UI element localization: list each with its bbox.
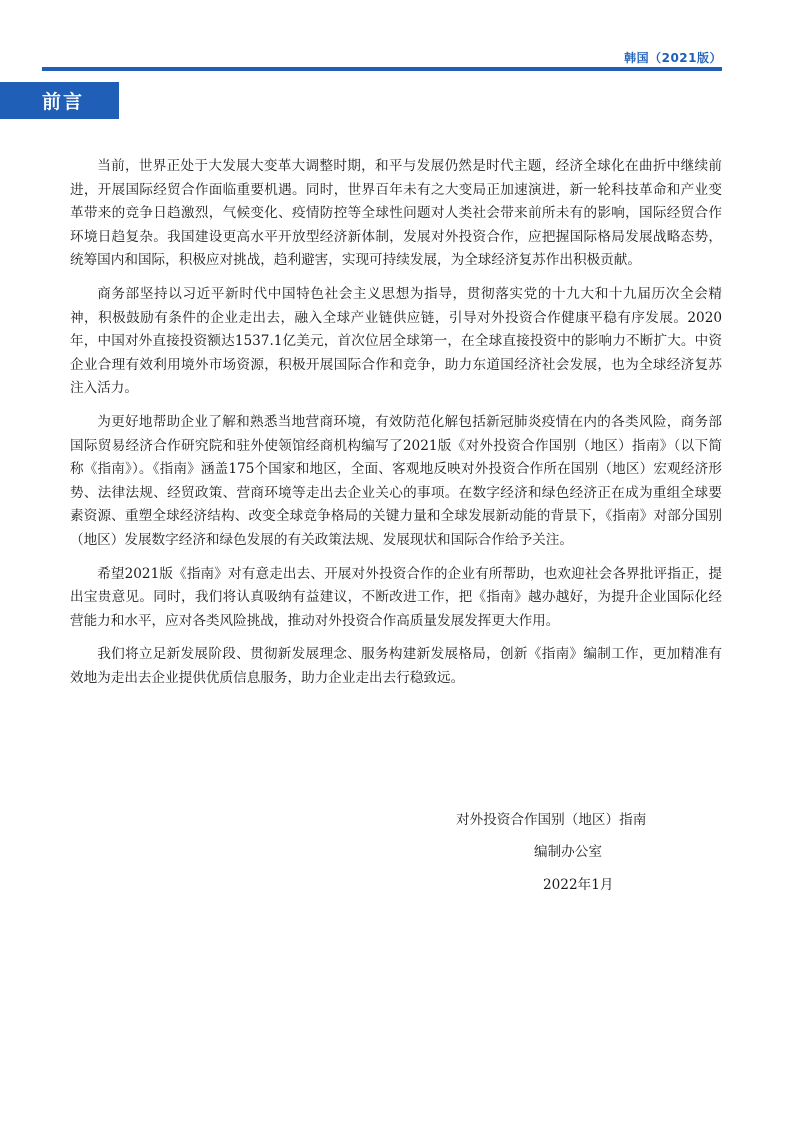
paragraph: 商务部坚持以习近平新时代中国特色社会主义思想为指导，贯彻落实党的十九大和十九届历次全会精神，积极鼓励有条件的企业走出去，融入全球产业链供应链，引导对外投资合作健康平稳有序发展。2020年，中国对外直接投资额达1537.1亿美元，首次位居全球第一，在全球直接投资中的影响力不断扩大。中资企业合理有效利用境外市场资源，积极开展国际合作和竞争，助力东道国经济社会发展，也为全球经济复苏注入活力。: [70, 285, 722, 397]
preface-body: [70, 155, 722, 700]
paragraph: 为更好地帮助企业了解和熟悉当地营商环境，有效防范化解包括新冠肺炎疫情在内的各类风险，商务部国际贸易经济合作研究院和驻外使领馆经商机构编写了2021版《对外投资合作国别（地区）指南》（以下简称《指南》）。《指南》涵盖175个国家和地区，全面、客观地反映对外投资合作所在国别（地区）宏观经济形势、法律法规、经贸政策、营商环境等走出去企业关心的事项。在数字经济和绿色经济正在成为重组全球要素资源、重塑全球经济结构、改变全球竞争格局的关键力量和全球发展新动能的背景下，《指南》对部分国别（地区）发展数字经济和绿色发展的有关政策法规、发展现状和国际合作给予关注。: [70, 413, 722, 548]
signature-organization: 对外投资合作国别（地区）指南: [456, 812, 647, 828]
header-divider: [42, 67, 722, 71]
signature-office: 编制办公室: [534, 844, 602, 860]
header-edition-label: 韩国（2021版）: [624, 51, 722, 65]
section-title: 前言: [42, 91, 85, 113]
section-title-banner: [0, 82, 119, 119]
paragraph: 希望2021版《指南》对有意走出去、开展对外投资合作的企业有所帮助，也欢迎社会各界批评指正，提出宝贵意见。同时，我们将认真吸纳有益建议，不断改进工作，把《指南》越办越好，为提升企业国际化经营能力和水平，应对各类风险挑战，推动对外投资合作高质量发展发挥更大作用。: [70, 565, 722, 629]
paragraph: 当前，世界正处于大发展大变革大调整时期，和平与发展仍然是时代主题，经济全球化在曲折中继续前进，开展国际经贸合作面临重要机遇。同时，世界百年未有之大变局正加速演进，新一轮科技革命和产业变革带来的竞争日趋激烈，气候变化、疫情防控等全球性问题对人类社会带来前所未有的影响，国际经贸合作环境日趋复杂。我国建设更高水平开放型经济新体制，发展对外投资合作，应把握国际格局发展战略态势，统筹国内和国际，积极应对挑战，趋利避害，实现可持续发展，为全球经济复苏作出积极贡献。: [70, 158, 722, 269]
paragraph: 我们将立足新发展阶段、贯彻新发展理念、服务构建新发展格局，创新《指南》编制工作，更加精准有效地为走出去企业提供优质信息服务，助力企业走出去行稳致远。: [70, 646, 722, 686]
signature-date: 2022年1月: [543, 877, 614, 893]
